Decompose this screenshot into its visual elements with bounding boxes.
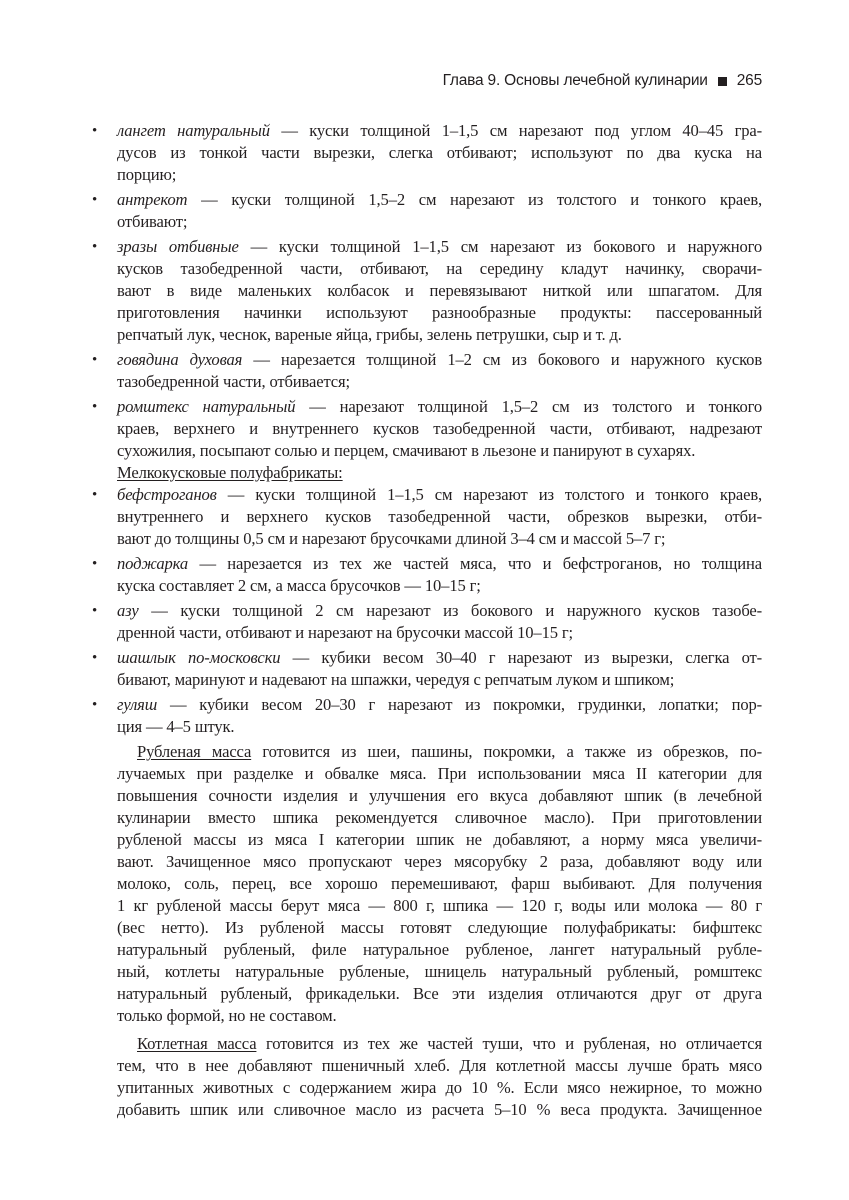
- text-line: только формой, но не составом.: [117, 1006, 337, 1025]
- paragraph-lead: Рубленая масса: [137, 742, 252, 761]
- text-line: [117, 189, 762, 211]
- item-term: шашлык по-московски: [117, 648, 281, 667]
- item-term: зразы отбивные: [117, 237, 239, 256]
- text-line: [117, 484, 762, 506]
- text-line: дренной части, отбивают и нарезают на брусочки массой 10–15 г;: [117, 623, 573, 642]
- text-line: лучаемых при разделке и обвалке мяса. При использовании мяса II категории для: [117, 764, 762, 783]
- bullet-icon: •: [92, 697, 98, 713]
- text-line: [117, 120, 762, 142]
- list-item: [92, 396, 763, 462]
- text-line: [117, 694, 762, 716]
- paragraph: [117, 741, 762, 1027]
- text-line: натуральный рубленый, филе натуральное рубленое, лангет натуральный рубле-: [117, 940, 762, 959]
- text-line: куска составляет 2 см, а масса брусочков — 10–15 г;: [117, 576, 481, 595]
- text-line: сухожилия, посыпают солью и перцем, смачивают в льезоне и панируют в сухарях.: [117, 441, 696, 460]
- paragraph-lead: Котлетная масса: [137, 1034, 257, 1053]
- text-line: ный, котлеты натуральные рубленые, шницель натуральный рубленый, ромштекс: [117, 962, 762, 981]
- bullet-icon: •: [92, 352, 98, 368]
- item-text: — нарезается толщиной 1–2 см из бокового и наружного кусков: [242, 350, 763, 369]
- text-line: молоко, соль, перец, все хорошо перемешивают, фарш выбивают. Для получения: [117, 874, 762, 893]
- text-line: тем, что в нее добавляют пшеничный хлеб. Для котлетной массы лучше брать мясо: [117, 1056, 762, 1075]
- text-line: рубленой массы из мяса I категории шпик не добавляют, а норму мяса увеличи-: [117, 830, 762, 849]
- text-line: [117, 553, 762, 575]
- running-header: [443, 72, 762, 90]
- item-term: лангет натуральный: [117, 121, 270, 140]
- text-line: внутреннего и верхнего кусков тазобедренной части, обрезков вырезки, отби-: [117, 507, 762, 526]
- text-line: добавить шпик или сливочное масло из расчета 5–10 % веса продукта. Зачищенное: [117, 1100, 762, 1119]
- text-line: ция — 4–5 штук.: [117, 717, 235, 736]
- text-line: 1 кг рубленой массы берут мяса — 800 г, шпика — 120 г, воды или молока — 80 г: [117, 896, 762, 915]
- page-number: 265: [736, 72, 762, 89]
- text-line: кулинарии вместо шпика рекомендуется сливочное масло). При приготовлении: [117, 808, 762, 827]
- list-item: [92, 349, 763, 393]
- text-line: [117, 647, 762, 669]
- list-item: [92, 694, 762, 738]
- text-line: порцию;: [117, 165, 177, 184]
- paragraph: [117, 1033, 762, 1121]
- text-line: [117, 1033, 762, 1055]
- text-line: [117, 236, 762, 258]
- square-separator-icon: [718, 77, 727, 86]
- item-term: поджарка: [117, 554, 189, 573]
- item-term: говядина духовая: [117, 350, 243, 369]
- item-text: — куски толщиной 1–1,5 см нарезают из бокового и наружного: [238, 237, 762, 256]
- text-line: повышения сочности изделия и улучшения его вкуса добавляют шпик (в лечебной: [117, 786, 762, 805]
- text-line: кусков тазобедренной части, отбивают, на середину кладут начинку, сворачи-: [117, 259, 762, 278]
- list-item: [92, 553, 762, 597]
- item-text: готовится из тех же частей туши, что и рубленая, но отличается: [256, 1034, 763, 1053]
- text-line: бивают, маринуют и надевают на шпажки, чередуя с репчатым луком и шпиком;: [117, 670, 675, 689]
- item-term: ромштекс натуральный: [117, 397, 296, 416]
- list-item: [92, 484, 762, 550]
- text-line: дусов из тонкой части вырезки, слегка отбивают; используют по два куска на: [117, 143, 762, 162]
- text-line: (вес нетто). Из рубленой массы готовят следующие полуфабрикаты: бифштекс: [117, 918, 762, 937]
- item-text: — куски толщиной 1–1,5 см нарезают под углом 40–45 гра-: [269, 121, 762, 140]
- text-line: репчатый лук, чеснок, вареные яйца, грибы, зелень петрушки, сыр и т. д.: [117, 325, 622, 344]
- text-line: вают до толщины 0,5 см и нарезают брусочками длиной 3–4 см и массой 5–7 г;: [117, 529, 666, 548]
- text-line: натуральный рубленый, фрикадельки. Все эти изделия отличаются друг от друга: [117, 984, 762, 1003]
- page-body: [92, 120, 763, 1121]
- item-text: — куски толщиной 1–1,5 см нарезают из толстого и тонкого краев,: [216, 485, 762, 504]
- bullet-icon: •: [92, 399, 98, 415]
- list-item: [92, 120, 762, 186]
- item-term: азу: [117, 601, 139, 620]
- list-item: [92, 236, 762, 346]
- text-line: краев, верхнего и внутреннего кусков тазобедренной части, отбивают, надрезают: [117, 419, 762, 438]
- paragraphs: [117, 741, 762, 1121]
- text-line: [117, 600, 762, 622]
- chapter-title: Глава 9. Основы лечебной кулинарии: [442, 72, 708, 89]
- item-text: — куски толщиной 2 см нарезают из бокового и наружного кусков тазобе-: [138, 601, 762, 620]
- list-item: [92, 189, 762, 233]
- text-line: вают в виде маленьких колбасок и перевязывают ниткой или шпагатом. Для: [117, 281, 762, 300]
- item-term: антрекот: [117, 190, 188, 209]
- item-term: бефстроганов: [117, 485, 217, 504]
- cuts-list-large: [92, 120, 763, 462]
- item-text: — кубики весом 20–30 г нарезают из покромки, грудинки, лопатки; пор-: [157, 695, 762, 714]
- bullet-icon: •: [92, 487, 98, 503]
- bullet-icon: •: [92, 239, 98, 255]
- text-line: упитанных животных с содержанием жира до 10 %. Если мясо нежирное, то можно: [117, 1078, 762, 1097]
- bullet-icon: •: [92, 650, 98, 666]
- bullet-icon: •: [92, 556, 98, 572]
- text-line: [117, 349, 762, 371]
- text-line: [117, 396, 762, 418]
- text-line: тазобедренной части, отбивается;: [117, 372, 350, 391]
- list-item: [92, 600, 762, 644]
- cuts-list-small: [92, 484, 763, 738]
- bullet-icon: •: [92, 192, 98, 208]
- item-text: — нарезается из тех же частей мяса, что и бефстроганов, но толщина: [188, 554, 762, 573]
- bullet-icon: •: [92, 603, 98, 619]
- subheading-text: Мелкокусковые полуфабрикаты:: [117, 463, 343, 482]
- text-line: [117, 741, 762, 763]
- bullet-icon: •: [92, 123, 98, 139]
- subheading: [117, 462, 762, 484]
- item-term: гуляш: [117, 695, 158, 714]
- item-text: готовится из шеи, пашины, покромки, а также из обрезков, по-: [251, 742, 762, 761]
- text-line: отбивают;: [117, 212, 188, 231]
- item-text: — куски толщиной 1,5–2 см нарезают из толстого и тонкого краев,: [187, 190, 762, 209]
- item-text: — нарезают толщиной 1,5–2 см из толстого и тонкого: [295, 397, 763, 416]
- list-item: [92, 647, 763, 691]
- item-text: — кубики весом 30–40 г нарезают из вырезки, слегка от-: [280, 648, 763, 667]
- text-line: вают. Зачищенное мясо пропускают через мясорубку 2 раза, добавляют воду или: [117, 852, 762, 871]
- text-line: приготовления начинки используют разнообразные продукты: пассерованный: [117, 303, 762, 322]
